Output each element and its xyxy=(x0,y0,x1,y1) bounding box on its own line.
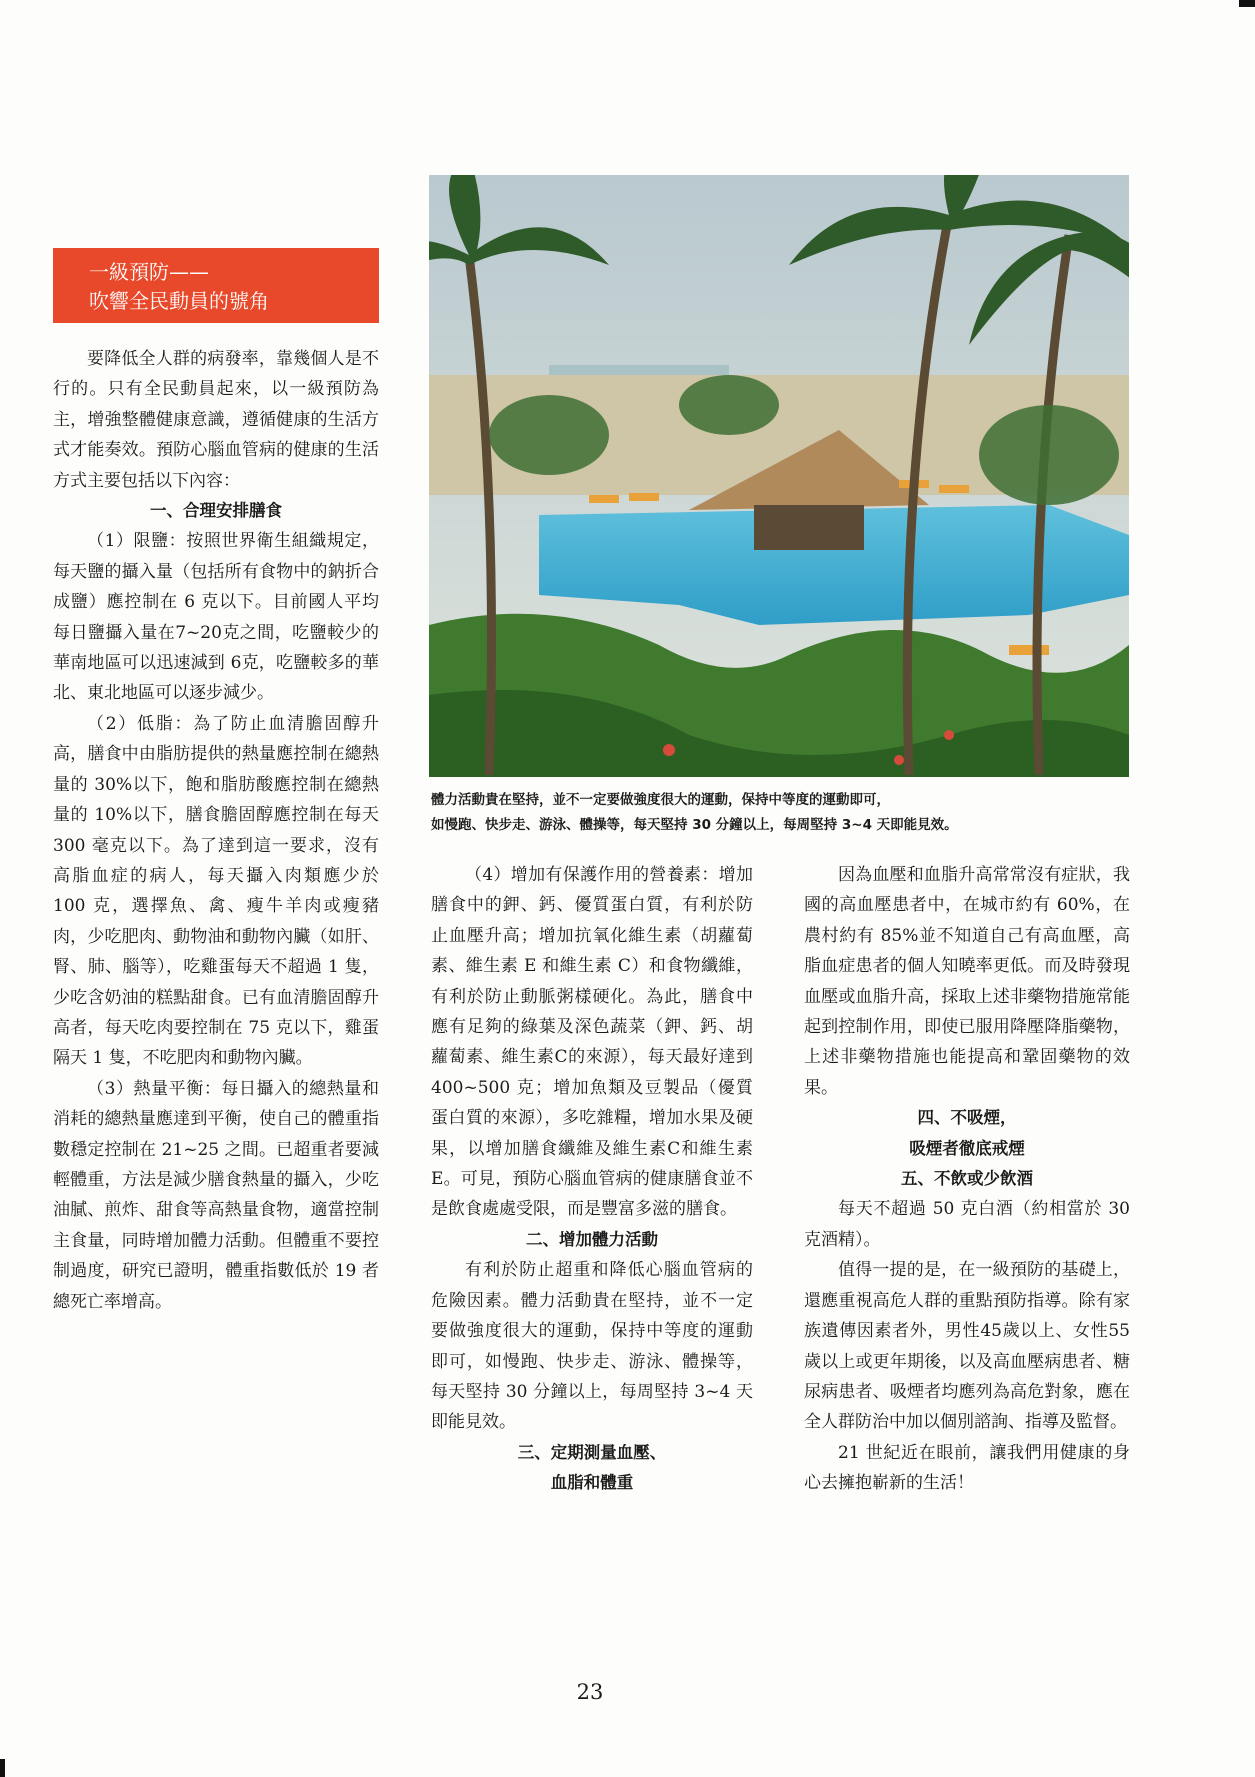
paragraph: （4）增加有保護作用的營養素：增加膳食中的鉀、鈣、優質蛋白質，有利於防止血壓升高；增加抗氧化維生素（胡蘿蔔素、維生素 E 和維生素 C）和食物纖維，有利於防止動脈粥樣硬化。為此，膳食中應有足夠的綠葉及深色蔬菜（鉀、鈣、胡蘿蔔素、維生素C的來源），每天最好達到 400~500 克；增加魚類及豆製品（優質蛋白質的來源），多吃雜糧，增加水果及硬果，以增加膳食纖維及維生素C和維生素E。可見，預防心腦血管病的健康膳食並不是飲食處處受限，而是豐富多滋的膳食。 xyxy=(431,865,753,1220)
paragraph: 因為血壓和血脂升高常常沒有症狀，我國的高血壓患者中，在城市約有 60%，在農村約有 85%並不知道自己有高血壓，高脂血症患者的個人知曉率更低。而及時發現血壓或血脂升高，採取上述非藥物措施常能起到控制作用，即使已服用降壓降脂藥物，上述非藥物措施也能提高和鞏固藥物的效果。 xyxy=(804,865,1130,1098)
section-heading-line1: 一級預防—— xyxy=(89,260,209,284)
paragraph: （2）低脂：為了防止血清膽固醇升高，膳食中由脂肪提供的熱量應控制在總熱量的 30%以下，飽和脂肪酸應控制在總熱量的 10%以下，膳食膽固醇應控制在每天 300 毫克以下。為了達到這一要求，沒有高脂血症的病人，每天攝入肉類應少於 100 克，選擇魚、禽、瘦牛羊肉或瘦豬肉，少吃肥肉、動物油和動物內臟（如肝、腎、肺、腦等），吃雞蛋每天不超過 1 隻，少吃含奶油的糕點甜食。已有血清膽固醇升高者，每天吃肉要控制在 75 克以下，雞蛋隔天 1 隻，不吃肥肉和動物內臟。 xyxy=(53,713,379,1069)
subheading: 五、不飲或少飲酒 xyxy=(901,1169,1033,1189)
subheading: 四、不吸煙， xyxy=(917,1108,1017,1128)
paragraph: 21 世紀近在眼前，讓我們用健康的身心去擁抱嶄新的生活！ xyxy=(804,1442,1130,1494)
subheading: 三、定期測量血壓、 xyxy=(517,1442,667,1462)
paragraph: （1）限鹽：按照世界衛生組織規定，每天鹽的攝入量（包括所有食物中的鈉折合成鹽）應控制在 6 克以下。目前國人平均每日鹽攝入量在7~20克之間，吃鹽較少的華南地區可以迅速減到 6克，吃鹽較多的華北、東北地區可以逐步減少。 xyxy=(53,531,379,704)
text-column-1 xyxy=(53,344,379,1317)
resort-pool-photo xyxy=(429,175,1129,777)
section-heading-line2: 吹響全民動員的號角 xyxy=(89,289,269,313)
photo-caption xyxy=(431,788,1131,838)
crop-mark xyxy=(0,1759,5,1777)
page-number: 23 xyxy=(576,1680,604,1704)
caption-line2: 如慢跑、快步走、游泳、體操等，每天堅持 30 分鐘以上，每周堅持 3~4 天即能見效。 xyxy=(431,817,958,833)
subheading: 血脂和體重 xyxy=(550,1473,634,1493)
subheading: 一、合理安排膳食 xyxy=(150,501,282,521)
subheading: 吸煙者徹底戒煙 xyxy=(909,1138,1025,1158)
caption-line1: 體力活動貴在堅持，並不一定要做強度很大的運動，保持中等度的運動即可， xyxy=(431,792,890,808)
paragraph: 每天不超過 50 克白酒（約相當於 30 克酒精）。 xyxy=(804,1199,1130,1250)
subheading: 二、增加體力活動 xyxy=(526,1229,658,1249)
section-heading xyxy=(53,248,379,323)
crop-mark xyxy=(1239,0,1255,7)
paragraph: （3）熱量平衡：每日攝入的總熱量和消耗的總熱量應達到平衡，使自己的體重指數穩定控制在 21~25 之間。已超重者要減輕體重，方法是減少膳食熱量的攝入，少吃油膩、煎炸、甜食等高熱量食物，適當控制主食量，同時增加體力活動。但體重不要控制過度，研究已證明，體重指數低於 19 者總死亡率增高。 xyxy=(53,1078,379,1312)
paragraph: 值得一提的是，在一級預防的基礎上，還應重視高危人群的重點預防指導。除有家族遺傳因素者外，男性45歲以上、女性55歲以上或更年期後，以及高血壓病患者、糖尿病患者、吸煙者均應列為高危對象，應在全人群防治中加以個別諮詢、指導及監督。 xyxy=(804,1260,1130,1433)
paragraph: 有利於防止超重和降低心腦血管病的危險因素。體力活動貴在堅持，並不一定要做強度很大的運動，保持中等度的運動即可，如慢跑、快步走、游泳、體操等，每天堅持 30 分鐘以上，每周堅持 3~4 天即能見效。 xyxy=(431,1260,753,1433)
paragraph: 要降低全人群的病發率，靠幾個人是不行的。只有全民動員起來，以一級預防為主，增強整體健康意識，遵循健康的生活方式才能奏效。預防心腦血管病的健康的生活方式主要包括以下內容： xyxy=(53,349,379,491)
text-column-3 xyxy=(804,860,1130,1499)
text-column-2 xyxy=(431,860,753,1499)
